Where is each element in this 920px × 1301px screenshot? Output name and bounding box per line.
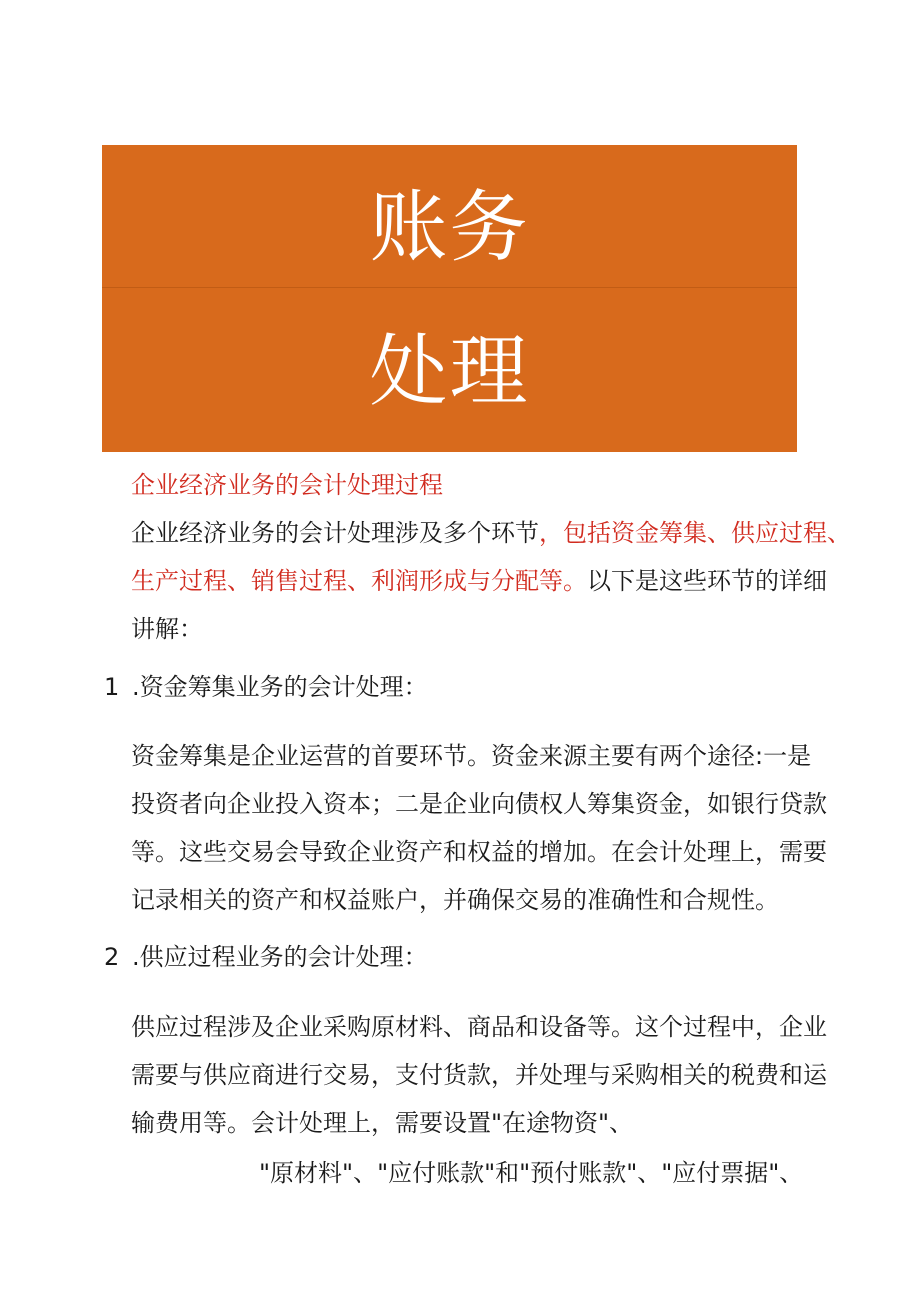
intro-line-1-black: 企业经济业务的会计处理涉及多个环节	[131, 519, 539, 547]
section-2-indent-line: "原材料"、"应付账款"和"预付账款"、"应付票据"、	[259, 1159, 804, 1187]
banner-title-line-2: 处理	[369, 327, 530, 417]
section-2-line-1: 供应过程涉及企业采购原材料、商品和设备等。这个过程中，企业	[131, 1013, 827, 1041]
section-1-heading	[104, 672, 428, 702]
intro-line-3: 讲解：	[131, 615, 203, 643]
title-banner	[102, 145, 797, 452]
intro-line-2-red: 生产过程、销售过程、利润形成与分配等。	[131, 567, 587, 595]
section-1-line-2: 投资者向企业投入资本；二是企业向债权人筹集资金，如银行贷款	[131, 790, 827, 818]
section-1-title: .资金筹集业务的会计处理：	[132, 673, 428, 701]
banner-title-line-1: 账务	[369, 183, 530, 273]
section-1-line-3: 等。这些交易会导致企业资产和权益的增加。在会计处理上，需要	[131, 838, 827, 866]
intro-line-2-black: 以下是这些环节的详细	[587, 567, 827, 595]
section-2-title: .供应过程业务的会计处理：	[132, 943, 428, 971]
banner-divider	[102, 287, 797, 288]
section-subtitle: 企业经济业务的会计处理过程	[131, 471, 443, 499]
section-1-line-4: 记录相关的资产和权益账户，并确保交易的准确性和合规性。	[131, 886, 779, 914]
intro-line-2	[131, 566, 827, 596]
section-2-line-2: 需要与供应商进行交易，支付货款，并处理与采购相关的税费和运	[131, 1061, 827, 1089]
section-1-number: 1	[104, 673, 120, 701]
intro-line-1-red: ，包括资金筹集、供应过程、	[539, 519, 851, 547]
section-2-number: 2	[104, 943, 120, 971]
section-1-line-1: 资金筹集是企业运营的首要环节。资金来源主要有两个途径:一是	[131, 742, 812, 770]
section-2-line-3: 输费用等。会计处理上，需要设置"在途物资"、	[131, 1109, 634, 1137]
section-2-heading	[104, 942, 428, 972]
intro-line-1	[131, 518, 851, 548]
